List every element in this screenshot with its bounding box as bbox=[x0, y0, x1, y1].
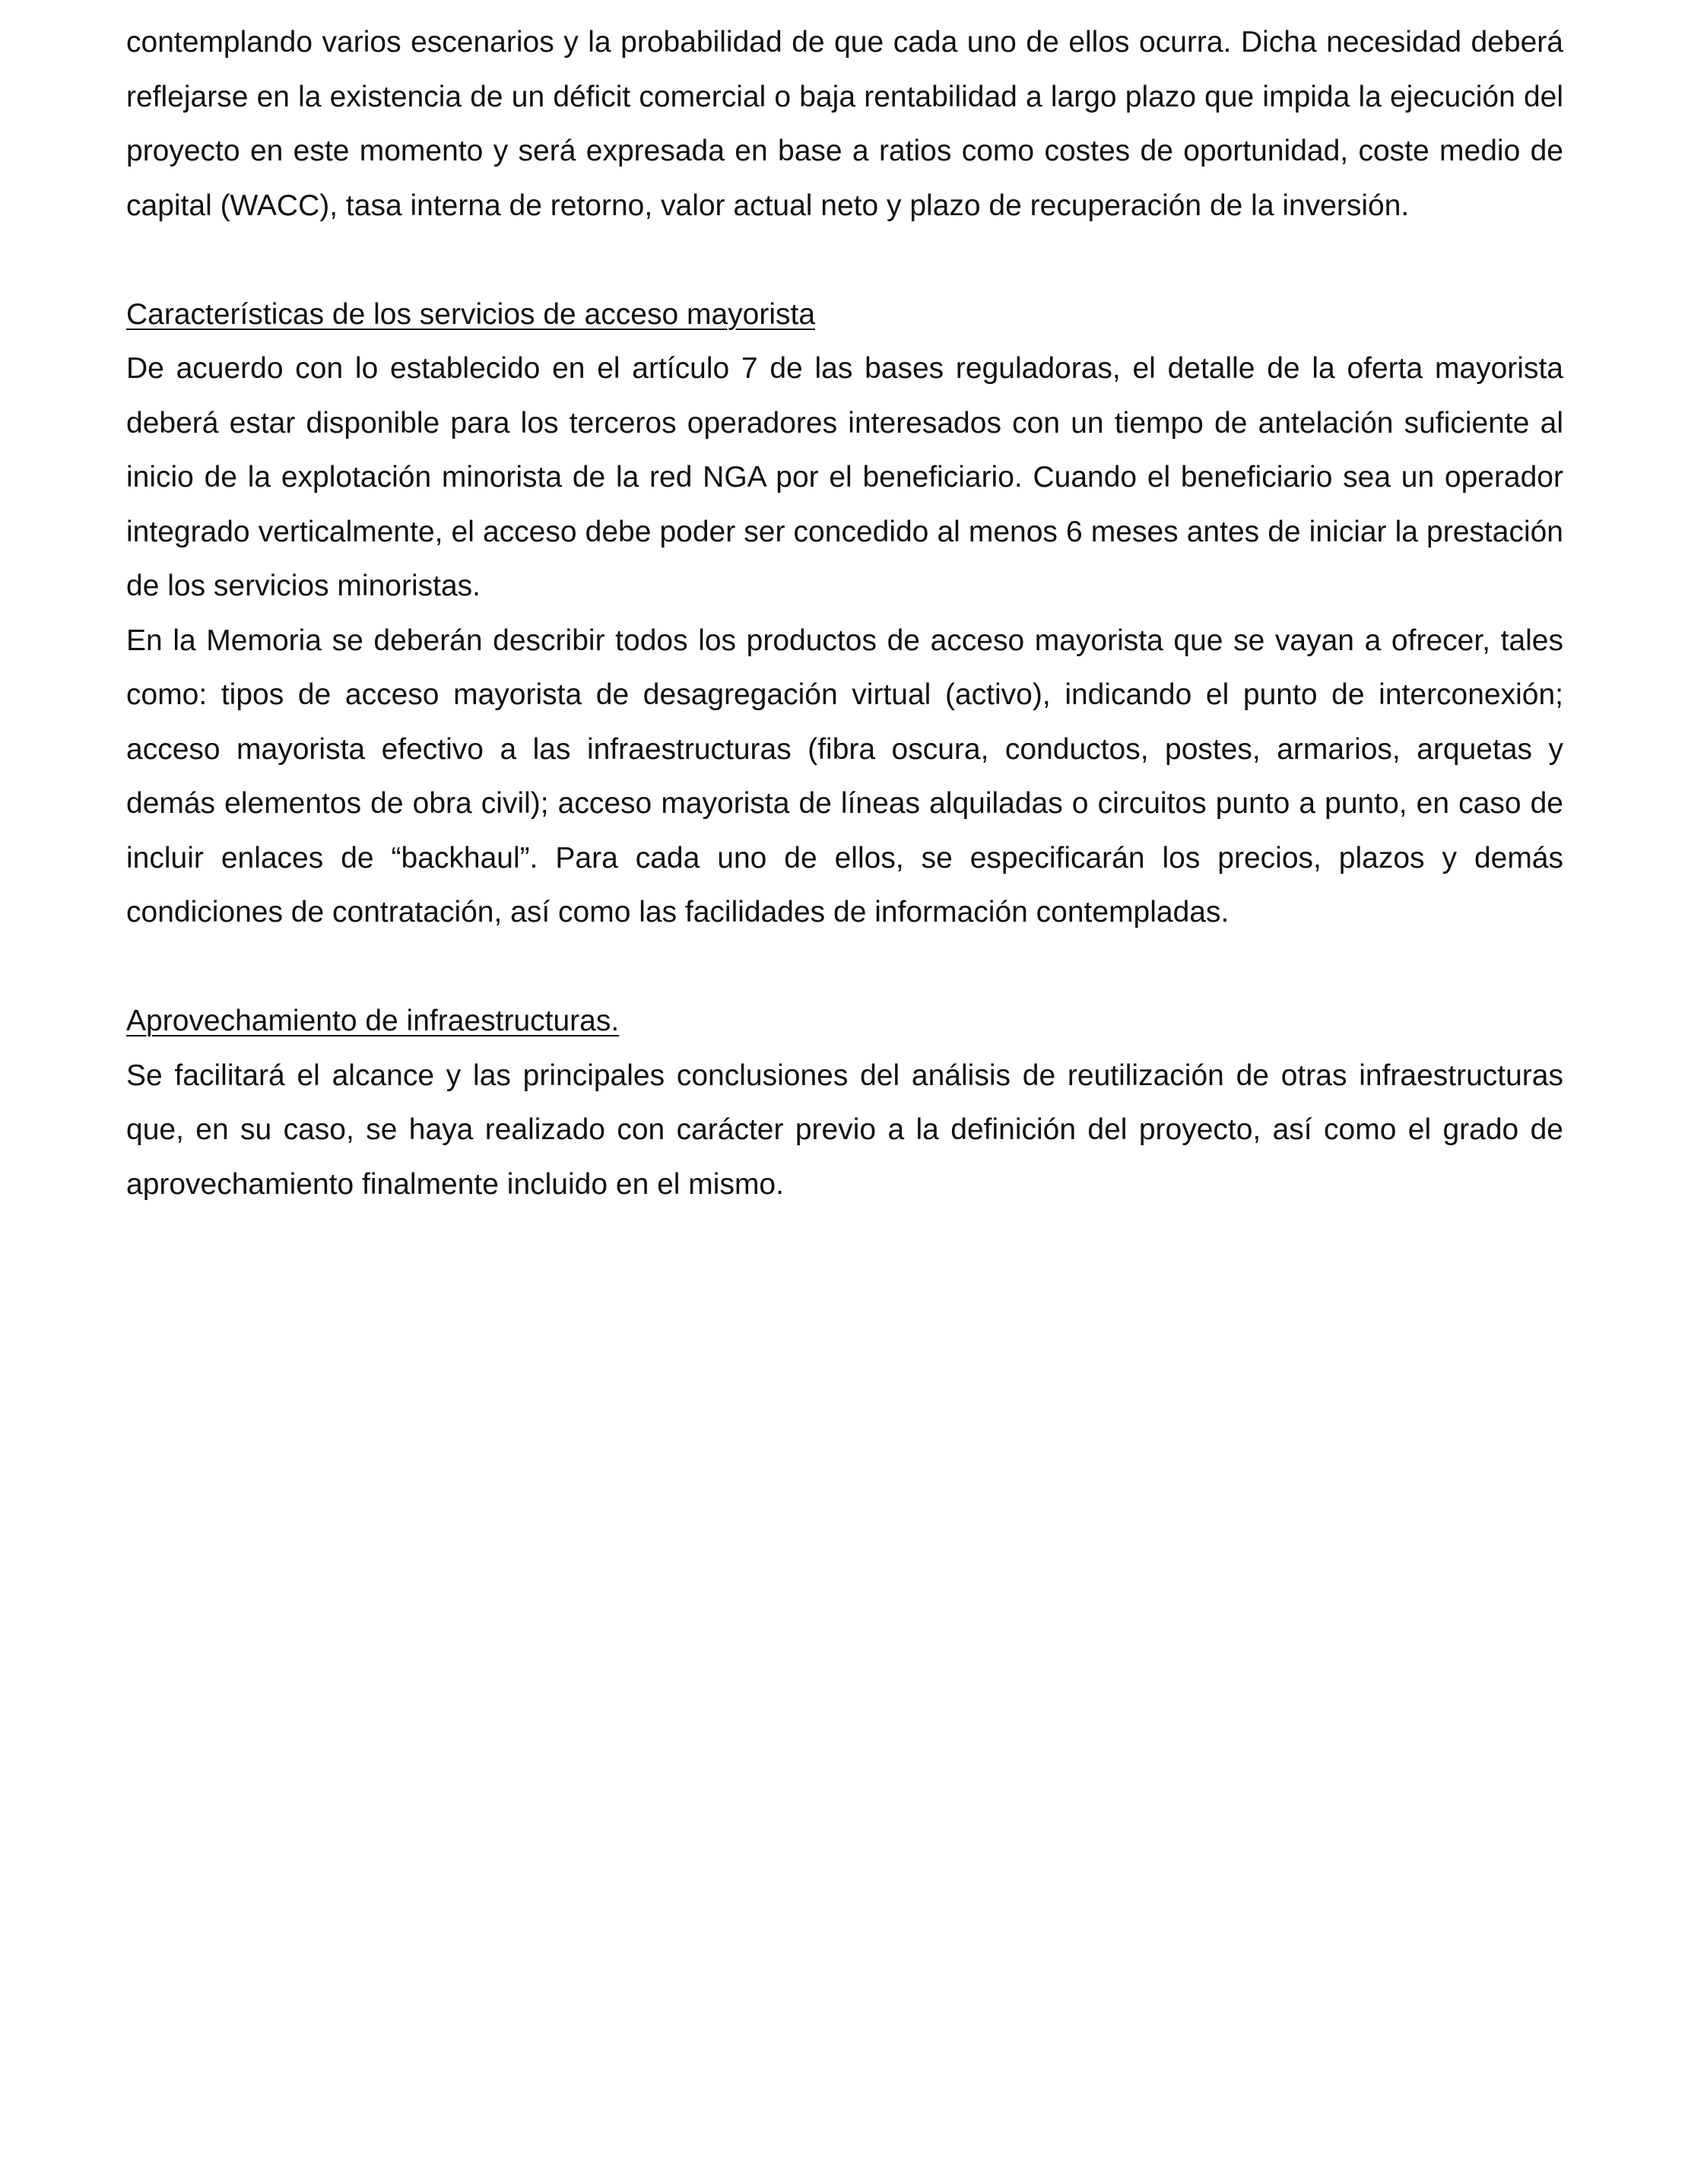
paragraph-infrastructure-reuse: Se facilitará el alcance y las principales conclusiones del análisis de reutilización de otras infraestructuras que, en su caso, se haya realizado con carácter previo a la definición del proyecto, así como el grado de aprovechamiento finalmente incluido en el mismo. bbox=[126, 1059, 1563, 1201]
document-body bbox=[126, 15, 1563, 1211]
section-spacer bbox=[126, 233, 1563, 287]
section-infrastructure-reuse bbox=[126, 994, 1563, 1211]
paragraph-wholesale-products: En la Memoria se deberán describir todos los productos de acceso mayorista que se vayan a ofrecer, tales como: tipos de acceso mayorista de desagregación virtual (activo), indicando el punto de interconexión; acceso mayorista efectivo a las infraestructuras (fibra oscura, conductos, postes, armarios, arquetas y demás elementos de obra civil); acceso mayorista de líneas alquiladas o circuitos punto a punto, en caso de incluir enlaces de “backhaul”. Para cada uno de ellos, se especificarán los precios, plazos y demás condiciones de contratación, así como las facilidades de información contempladas. bbox=[126, 624, 1563, 929]
section-spacer bbox=[126, 940, 1563, 995]
section-heading-infrastructure-reuse: Aprovechamiento de infraestructuras. bbox=[126, 1005, 620, 1037]
intro-paragraph: contemplando varios escenarios y la probabilidad de que cada uno de ellos ocurra. Dicha necesidad deberá reflejarse en la existencia de un déficit comercial o baja rentabilidad a largo plazo que impida la ejecución del proyecto en este momento y será expresada en base a ratios como costes de oportunidad, coste medio de capital (WACC), tasa interna de retorno, valor actual neto y plazo de recuperación de la inversión. bbox=[126, 26, 1563, 222]
paragraph-wholesale-availability: De acuerdo con lo establecido en el artículo 7 de las bases reguladoras, el detalle de la oferta mayorista deberá estar disponible para los terceros operadores interesados con un tiempo de antelación suficiente al inicio de la explotación minorista de la red NGA por el beneficiario. Cuando el beneficiario sea un operador integrado verticalmente, el acceso debe poder ser concedido al menos 6 meses antes de iniciar la prestación de los servicios minoristas. bbox=[126, 352, 1563, 602]
section-heading-wholesale-access: Características de los servicios de acceso mayorista bbox=[126, 297, 816, 331]
section-wholesale-access bbox=[126, 287, 1563, 940]
